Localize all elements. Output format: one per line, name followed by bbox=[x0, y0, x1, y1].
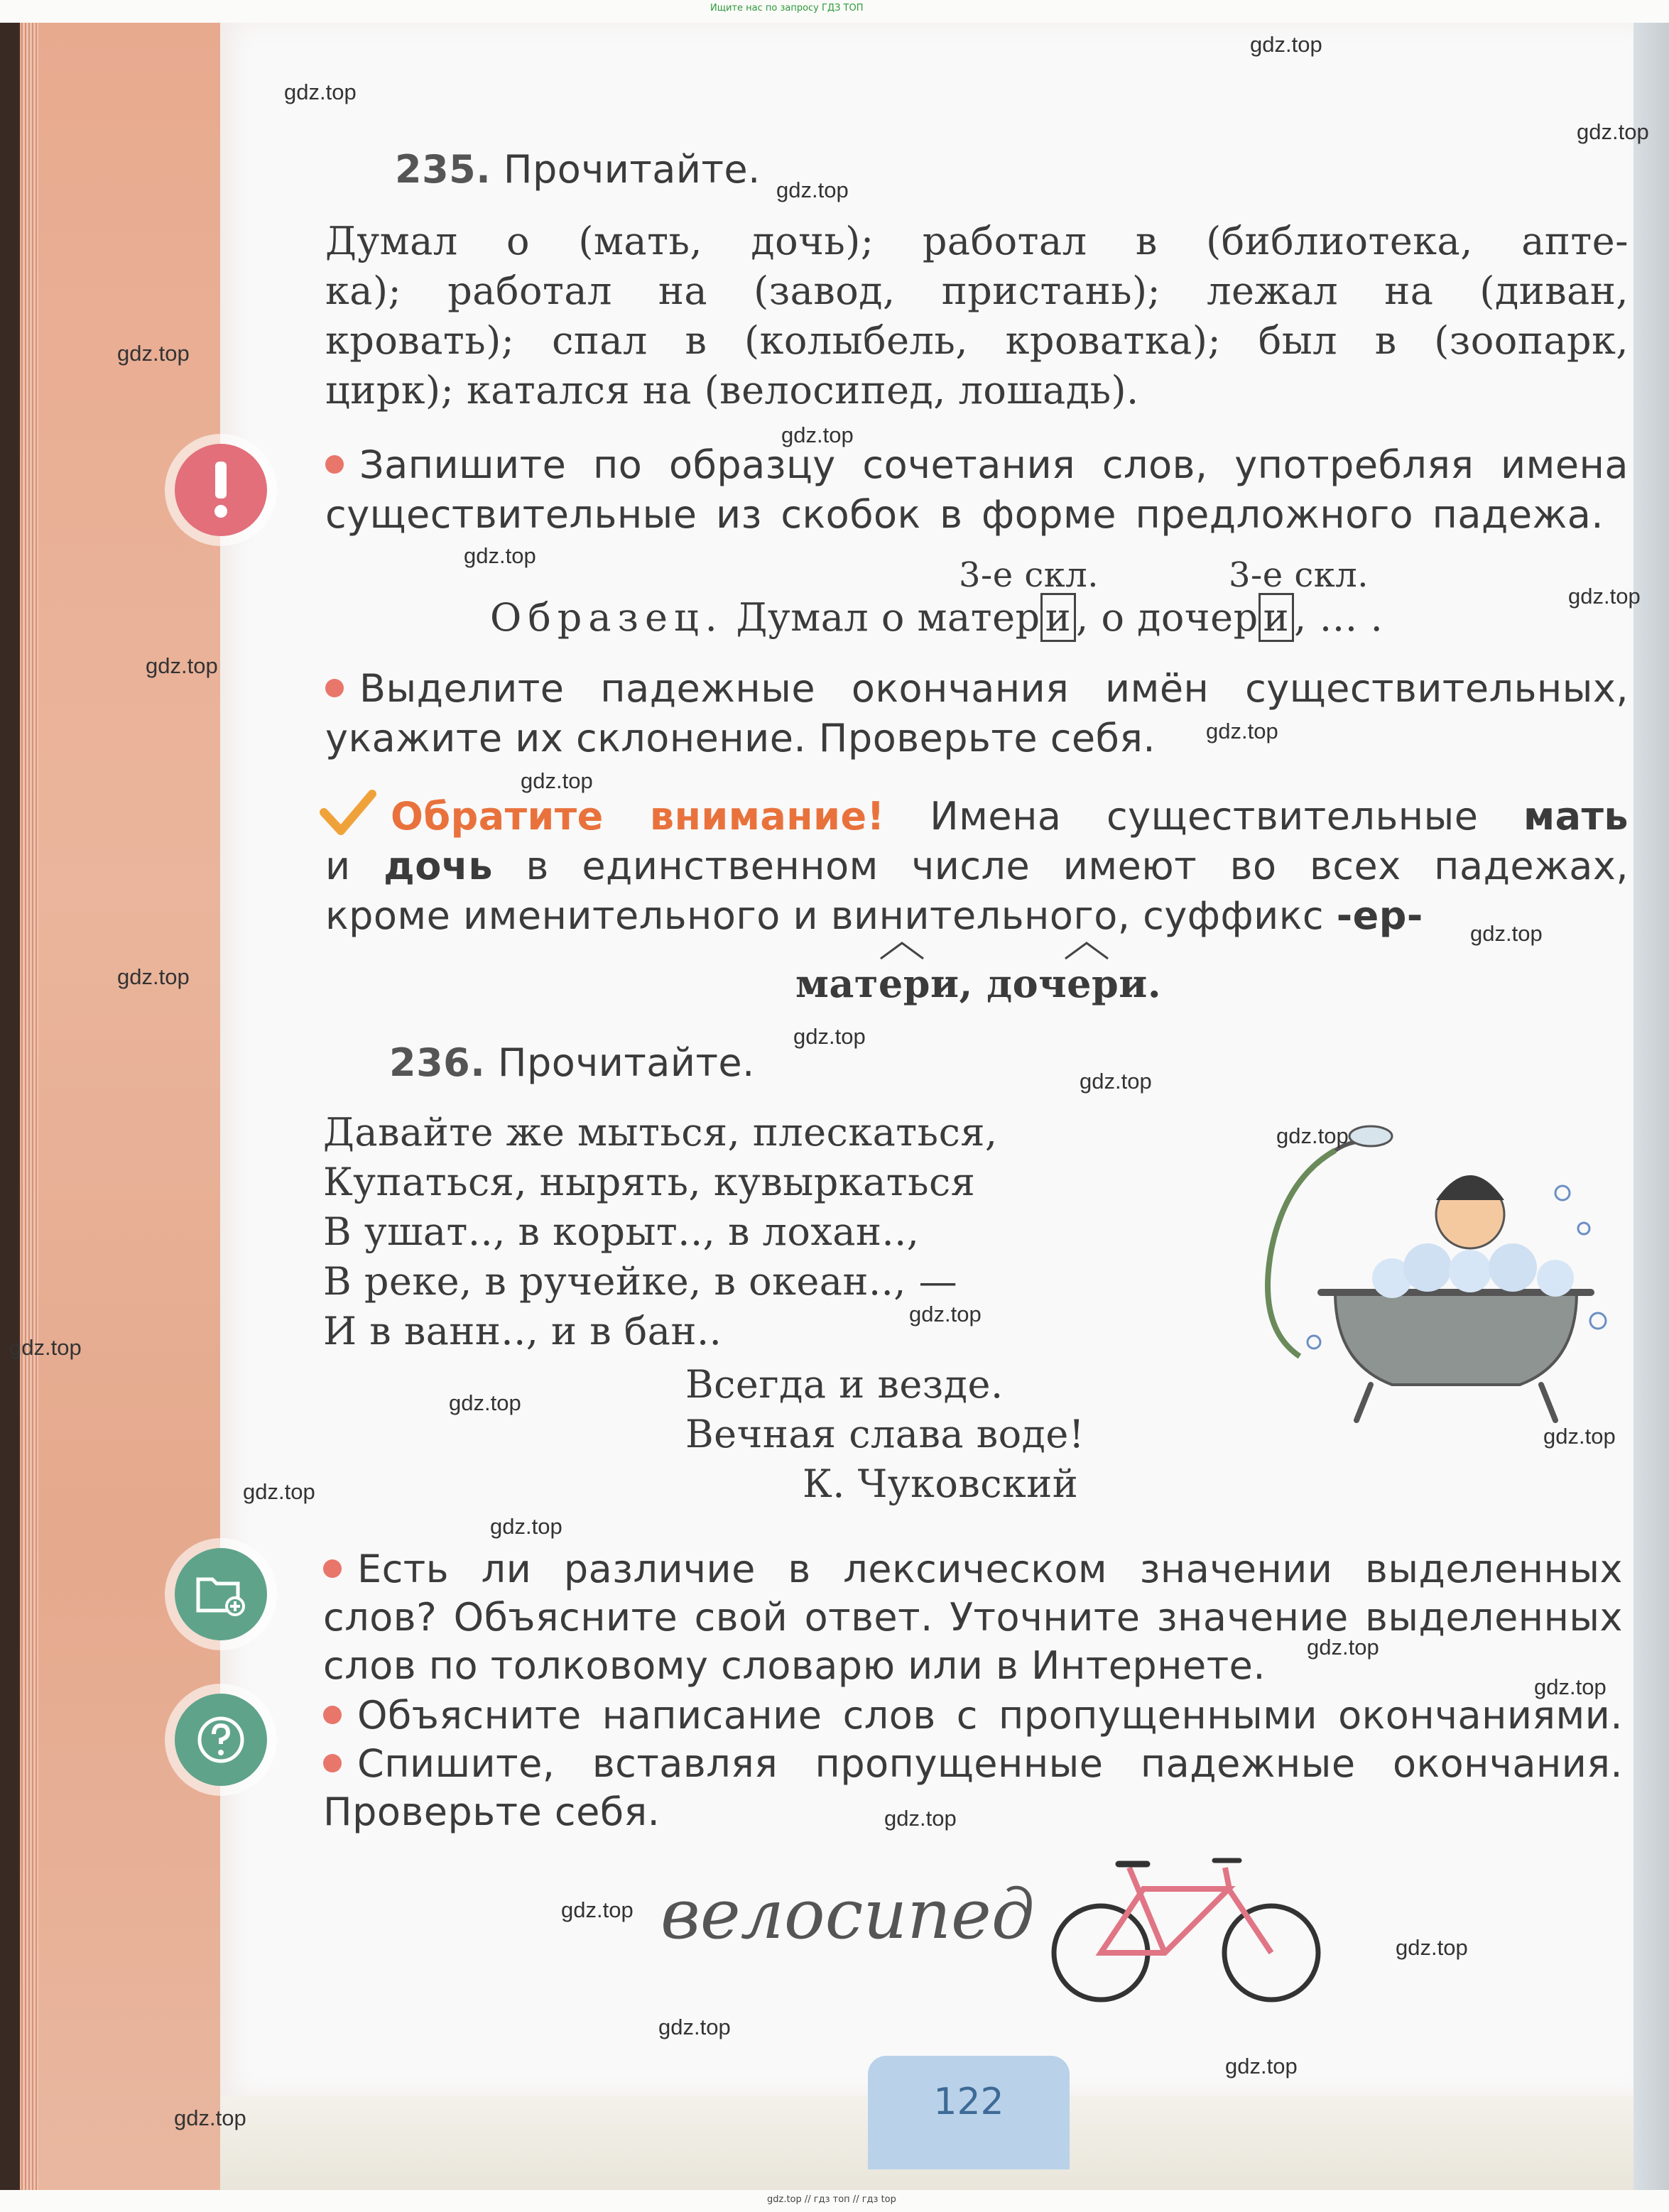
watermark: gdz.top bbox=[1396, 1935, 1468, 1960]
watermark: gdz.top bbox=[521, 768, 593, 793]
watermark: gdz.top bbox=[776, 178, 849, 202]
sample-label: Образец. bbox=[490, 595, 724, 640]
watermark: gdz.top bbox=[909, 1302, 982, 1326]
exercise-instruction: Прочитайте. bbox=[497, 1040, 755, 1085]
exercise-instruction: Прочитайте. bbox=[503, 147, 761, 192]
suffix: -ер- bbox=[1336, 893, 1423, 938]
watermark: gdz.top bbox=[449, 1390, 521, 1415]
note-example: матери, дочери. bbox=[795, 961, 1162, 1006]
poem-line: Вечная слава воде! bbox=[685, 1412, 1085, 1456]
page-edges bbox=[21, 23, 38, 2190]
bicycle-illustration bbox=[1044, 1832, 1328, 2010]
boy-in-bathtub-illustration bbox=[1229, 1108, 1612, 1442]
watermark: gdz.top bbox=[1206, 719, 1278, 743]
next-page-edge bbox=[1633, 23, 1669, 2190]
sample-line: Образец. Думал о матер и , о дочер и , … . bbox=[490, 593, 1383, 643]
poem-line: Давайте же мыться, плескаться, bbox=[323, 1110, 998, 1155]
task-line: укажите их склонение. Проверьте себя. bbox=[325, 716, 1156, 761]
watermark: gdz.top bbox=[490, 1514, 562, 1539]
watermark: gdz.top bbox=[1470, 921, 1543, 946]
watermark: gdz.top bbox=[243, 1479, 315, 1504]
watermark: gdz.top bbox=[174, 2105, 246, 2130]
task-line: Объясните написание слов с пропущенными окончаниями. bbox=[323, 1691, 1623, 1740]
text-line: цирк); катался на (велосипед, лошадь). bbox=[325, 368, 1139, 413]
book-spine bbox=[0, 23, 20, 2190]
task-line: существительные из скобок в форме предложного падежа. bbox=[325, 492, 1604, 537]
watermark: gdz.top bbox=[9, 1335, 82, 1360]
watermark: gdz.top bbox=[1568, 584, 1641, 609]
poem-line: Купаться, нырять, кувыркаться bbox=[323, 1160, 976, 1204]
declension-label: 3-е скл. bbox=[1229, 555, 1369, 595]
task-line: Запишите по образцу сочетания слов, употребляя имена bbox=[325, 440, 1629, 490]
bullet-icon bbox=[323, 1754, 342, 1772]
watermark: gdz.top bbox=[1080, 1069, 1152, 1094]
ending-box: и bbox=[1258, 593, 1295, 642]
ending-box: и bbox=[1040, 593, 1077, 642]
text-line: Думал о (мать, дочь); работал в (библиотека, апте- bbox=[325, 219, 1629, 263]
note-line: Обратите внимание! Имена существительные мать bbox=[391, 794, 1629, 839]
watermark: gdz.top bbox=[1225, 2054, 1298, 2078]
attention-heading: Обратите внимание! bbox=[391, 794, 885, 839]
watermark: gdz.top bbox=[284, 80, 357, 104]
watermark: gdz.top bbox=[561, 1897, 634, 1922]
exercise-235-header bbox=[395, 145, 761, 195]
task-line: Выделите падежные окончания имён существительных, bbox=[325, 664, 1629, 714]
watermark: gdz.top bbox=[146, 653, 218, 678]
suffix-arc-marks bbox=[859, 937, 1143, 966]
watermark: gdz.top bbox=[781, 423, 854, 447]
poem-line: В ушат.., в корыт.., в лохан.., bbox=[323, 1209, 920, 1254]
poem-author: К. Чуковский bbox=[803, 1461, 1079, 1506]
bullet-icon bbox=[325, 679, 344, 697]
poem-line: Всегда и везде. bbox=[685, 1362, 1004, 1407]
top-banner: Ищите нас по запросу ГДЗ ТОП bbox=[710, 3, 864, 13]
task-line: Есть ли различие в лексическом значении выделенных bbox=[323, 1544, 1623, 1594]
watermark: gdz.top bbox=[884, 1806, 957, 1831]
task-line: слов? Объясните свой ответ. Уточните значение выделенных bbox=[323, 1595, 1623, 1640]
watermark: gdz.top bbox=[1250, 32, 1322, 57]
watermark: gdz.top bbox=[117, 341, 190, 366]
watermark: gdz.top bbox=[1276, 1123, 1349, 1148]
note-line: кроме именительного и винительного, суффикс -ер- bbox=[325, 893, 1423, 938]
poem-line: В реке, в ручейке, в океан.., — bbox=[323, 1259, 958, 1304]
note-line: и дочь в единственном числе имеют во всех падежах, bbox=[325, 844, 1629, 888]
checkmark-icon bbox=[320, 788, 376, 838]
question-icon bbox=[175, 1694, 267, 1786]
page-number: 122 bbox=[933, 2081, 1004, 2123]
bottom-banner: gdz.top // гдз топ // гдз top bbox=[767, 2194, 896, 2205]
watermark: gdz.top bbox=[464, 543, 536, 568]
text-line: ка); работал на (завод, пристань); лежал на (диван, bbox=[325, 268, 1629, 313]
bullet-icon bbox=[323, 1706, 342, 1724]
bullet-icon bbox=[323, 1559, 342, 1578]
vocab-word: велосипед bbox=[660, 1875, 1035, 1954]
watermark: gdz.top bbox=[117, 964, 190, 989]
text-line: кровать); спал в (колыбель, кроватка); был в (зоопарк, bbox=[325, 318, 1629, 363]
bullet-icon bbox=[325, 455, 344, 474]
exclamation-icon bbox=[175, 444, 267, 536]
folder-add-icon bbox=[175, 1548, 267, 1640]
watermark: gdz.top bbox=[1543, 1424, 1616, 1449]
declension-label: 3-е скл. bbox=[959, 555, 1099, 595]
task-line: слов по толковому словарю или в Интернете. bbox=[323, 1643, 1266, 1688]
poem-line: И в ванн.., и в бан.. bbox=[323, 1309, 722, 1353]
task-line: Спишите, вставляя пропущенные падежные окончания. bbox=[323, 1739, 1623, 1789]
exercise-number: 236. bbox=[389, 1040, 486, 1085]
exercise-number: 235. bbox=[395, 147, 491, 192]
exercise-236-header bbox=[389, 1038, 755, 1088]
watermark: gdz.top bbox=[658, 2015, 731, 2039]
watermark: gdz.top bbox=[793, 1024, 866, 1049]
watermark: gdz.top bbox=[1577, 119, 1649, 144]
watermark: gdz.top bbox=[1307, 1635, 1379, 1660]
watermark: gdz.top bbox=[1534, 1674, 1607, 1699]
task-line: Проверьте себя. bbox=[323, 1789, 660, 1834]
